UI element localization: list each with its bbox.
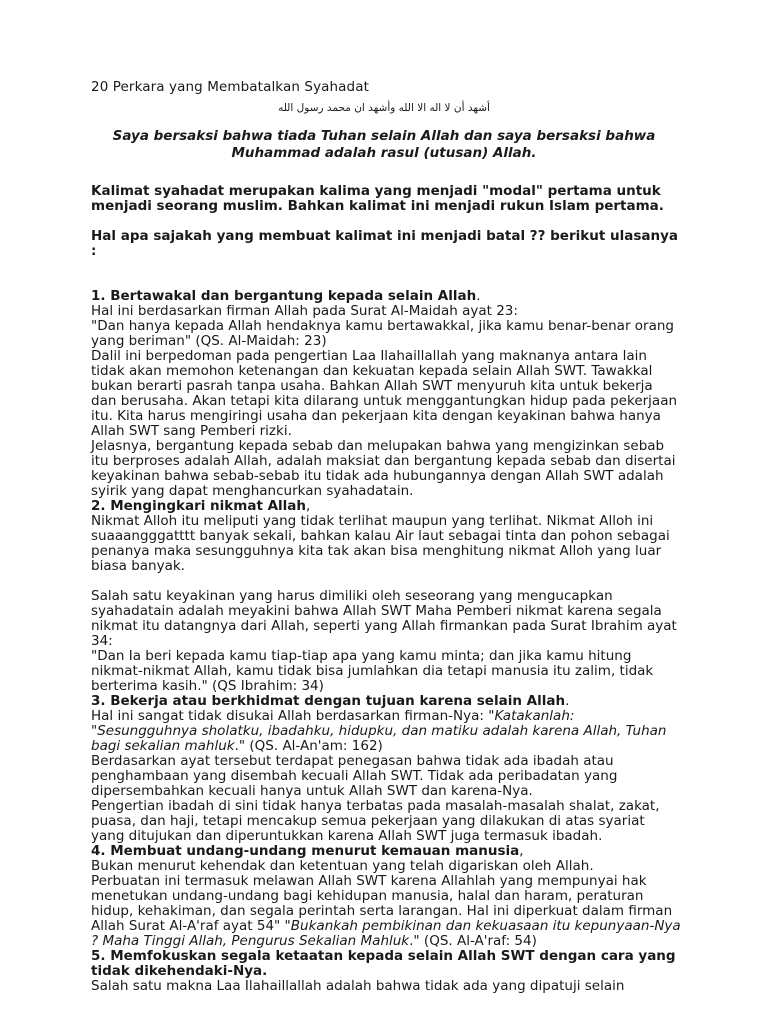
section-5-heading: 5. Memfokuskan segala ketaatan kepada selain Allah SWT dengan cara yang tidak dikehendaki-Nya. (91, 948, 676, 979)
section-3-paragraph: Berdasarkan ayat tersebut terdapat penegasan bahwa tidak ada ibadah atau penghambaan yang disembah kecuali Allah SWT. Tidak ada peribadatan yang dipersembahkan kecuali hanya untuk Allah SWT dan karena-Nya. (91, 753, 618, 799)
section-3-paragraph: Hal ini sangat tidak disukai Allah berdasarkan firman-Nya: "Katakanlah: "Sesungguhnya sholatku, ibadahku, hidupku, dan matiku adalah karena Allah, Tuhan bagi sekalian mahluk." (QS. Al-An'am: 162) (91, 708, 667, 754)
section-4-heading: 4. Membuat undang-undang menurut kemauan manusia, (91, 843, 524, 859)
section-1-quote: "Dan hanya kepada Allah hendaknya kamu bertawakkal, jika kamu benar-benar orang yang beriman" (QS. Al-Maidah: 23) (91, 318, 674, 349)
section-1-paragraph: Jelasnya, bergantung kepada sebab dan melupakan bahwa yang mengizinkan sebab itu berproses adalah Allah, adalah maksiat dan bergantung kepada sebab dan disertai keyakinan bahwa sebab-sebab itu tidak ada hubungannya dengan Allah SWT adalah syirik yang dapat menghancurkan syahadatain. (91, 438, 676, 499)
section-1-paragraph: Dalil ini berpedoman pada pengertian Laa Ilahaillallah yang maknanya antara lain tidak akan memohon ketenangan dan kekuatan kepada selain Allah SWT. Tawakkal bukan berarti pasrah tanpa usaha. Bahkan Allah SWT menyuruh kita untuk bekerja dan berusaha. Akan tetapi kita dilarang untuk menggantungkan hidup pada pekerjaan itu. Kita harus mengiringi usaha dan pekerjaan kita dengan keyakinan bahwa hanya Allah SWT sang Pemberi rizki. (91, 348, 678, 439)
intro-question: Hal apa sajakah yang membuat kalimat ini menjadi batal ?? berikut ulasanya : (91, 228, 678, 259)
section-3-paragraph: Pengertian ibadah di sini tidak hanya terbatas pada masalah-masalah shalat, zakat, puasa, dan haji, tetapi mencakup semua pekerjaan yang dilakukan di atas syariat yang ditujukan dan diperuntukkan karena Allah SWT juga termasuk ibadah. (91, 798, 660, 844)
section-1-paragraph: Hal ini berdasarkan firman Allah pada Surat Al-Maidah ayat 23: (91, 303, 518, 319)
section-5-paragraph: Salah satu makna Laa Ilahaillallah adalah bahwa tidak ada yang dipatuji selain (91, 978, 625, 994)
section-2-quote: "Dan Ia beri kepada kamu tiap-tiap apa yang kamu minta; dan jika kamu hitung nikmat-nikmat Allah, kamu tidak bisa jumlahkan dia tetapi manusia itu zalim, tidak berterima kasih." (QS Ibrahim: 34) (91, 648, 654, 694)
intro-paragraph: Kalimat syahadat merupakan kalima yang menjadi "modal" pertama untuk menjadi seorang muslim. Bahkan kalimat ini menjadi rukun Islam pertama. (91, 183, 664, 214)
section-3-heading: 3. Bekerja atau berkhidmat dengan tujuan karena selain Allah. (91, 693, 570, 709)
section-2-paragraph: Nikmat Alloh itu meliputi yang tidak terlihat maupun yang terlihat. Nikmat Alloh ini suaaangggatttt banyak sekali, bahkan kalau Air laut sebagai tinta dan pohon sebagai penanya maka sesungguhnya kita tak akan bisa menghitung nikmat Alloh yang luar biasa banyak. (91, 513, 670, 574)
section-1-heading: 1. Bertawakal dan bergantung kepada selain Allah. (91, 288, 481, 304)
document-body (91, 184, 681, 994)
syahadat-translation: Saya bersaksi bahwa tiada Tuhan selain Allah dan saya bersaksi bahwa Muhammad adalah rasul (utusan) Allah. (112, 128, 656, 161)
section-2-heading: 2. Mengingkari nikmat Allah, (91, 498, 311, 514)
section-4-paragraph: Perbuatan ini termasuk melawan Allah SWT karena Allahlah yang mempunyai hak menetukan undang-undang bagi kehidupan manusia, halal dan haram, peraturan hidup, kehakiman, dan segala perintah serta larangan. Hal ini diperkuat dalam firman Allah Surat Al-A'raf ayat 54" "Bukankah pembikinan dan kekuasaan itu kepunyaan-Nya ? Maha Tinggi Allah, Pengurus Sekalian Mahluk." (QS. Al-A'raf: 54) (91, 873, 681, 949)
document-title: 20 Perkara yang Membatalkan Syahadat (91, 79, 369, 95)
section-4-paragraph: Bukan menurut kehendak dan ketentuan yang telah digariskan oleh Allah. (91, 858, 594, 874)
section-2-paragraph: Salah satu keyakinan yang harus dimiliki oleh seseorang yang mengucapkan syahadatain adalah meyakini bahwa Allah SWT Maha Pemberi nikmat karena segala nikmat itu datangnya dari Allah, seperti yang Allah firmankan pada Surat Ibrahim ayat 34: (91, 588, 677, 649)
arabic-syahadat: أشهد أن لا اله الا الله وأشهد ان محمد رسول الله (278, 102, 490, 114)
